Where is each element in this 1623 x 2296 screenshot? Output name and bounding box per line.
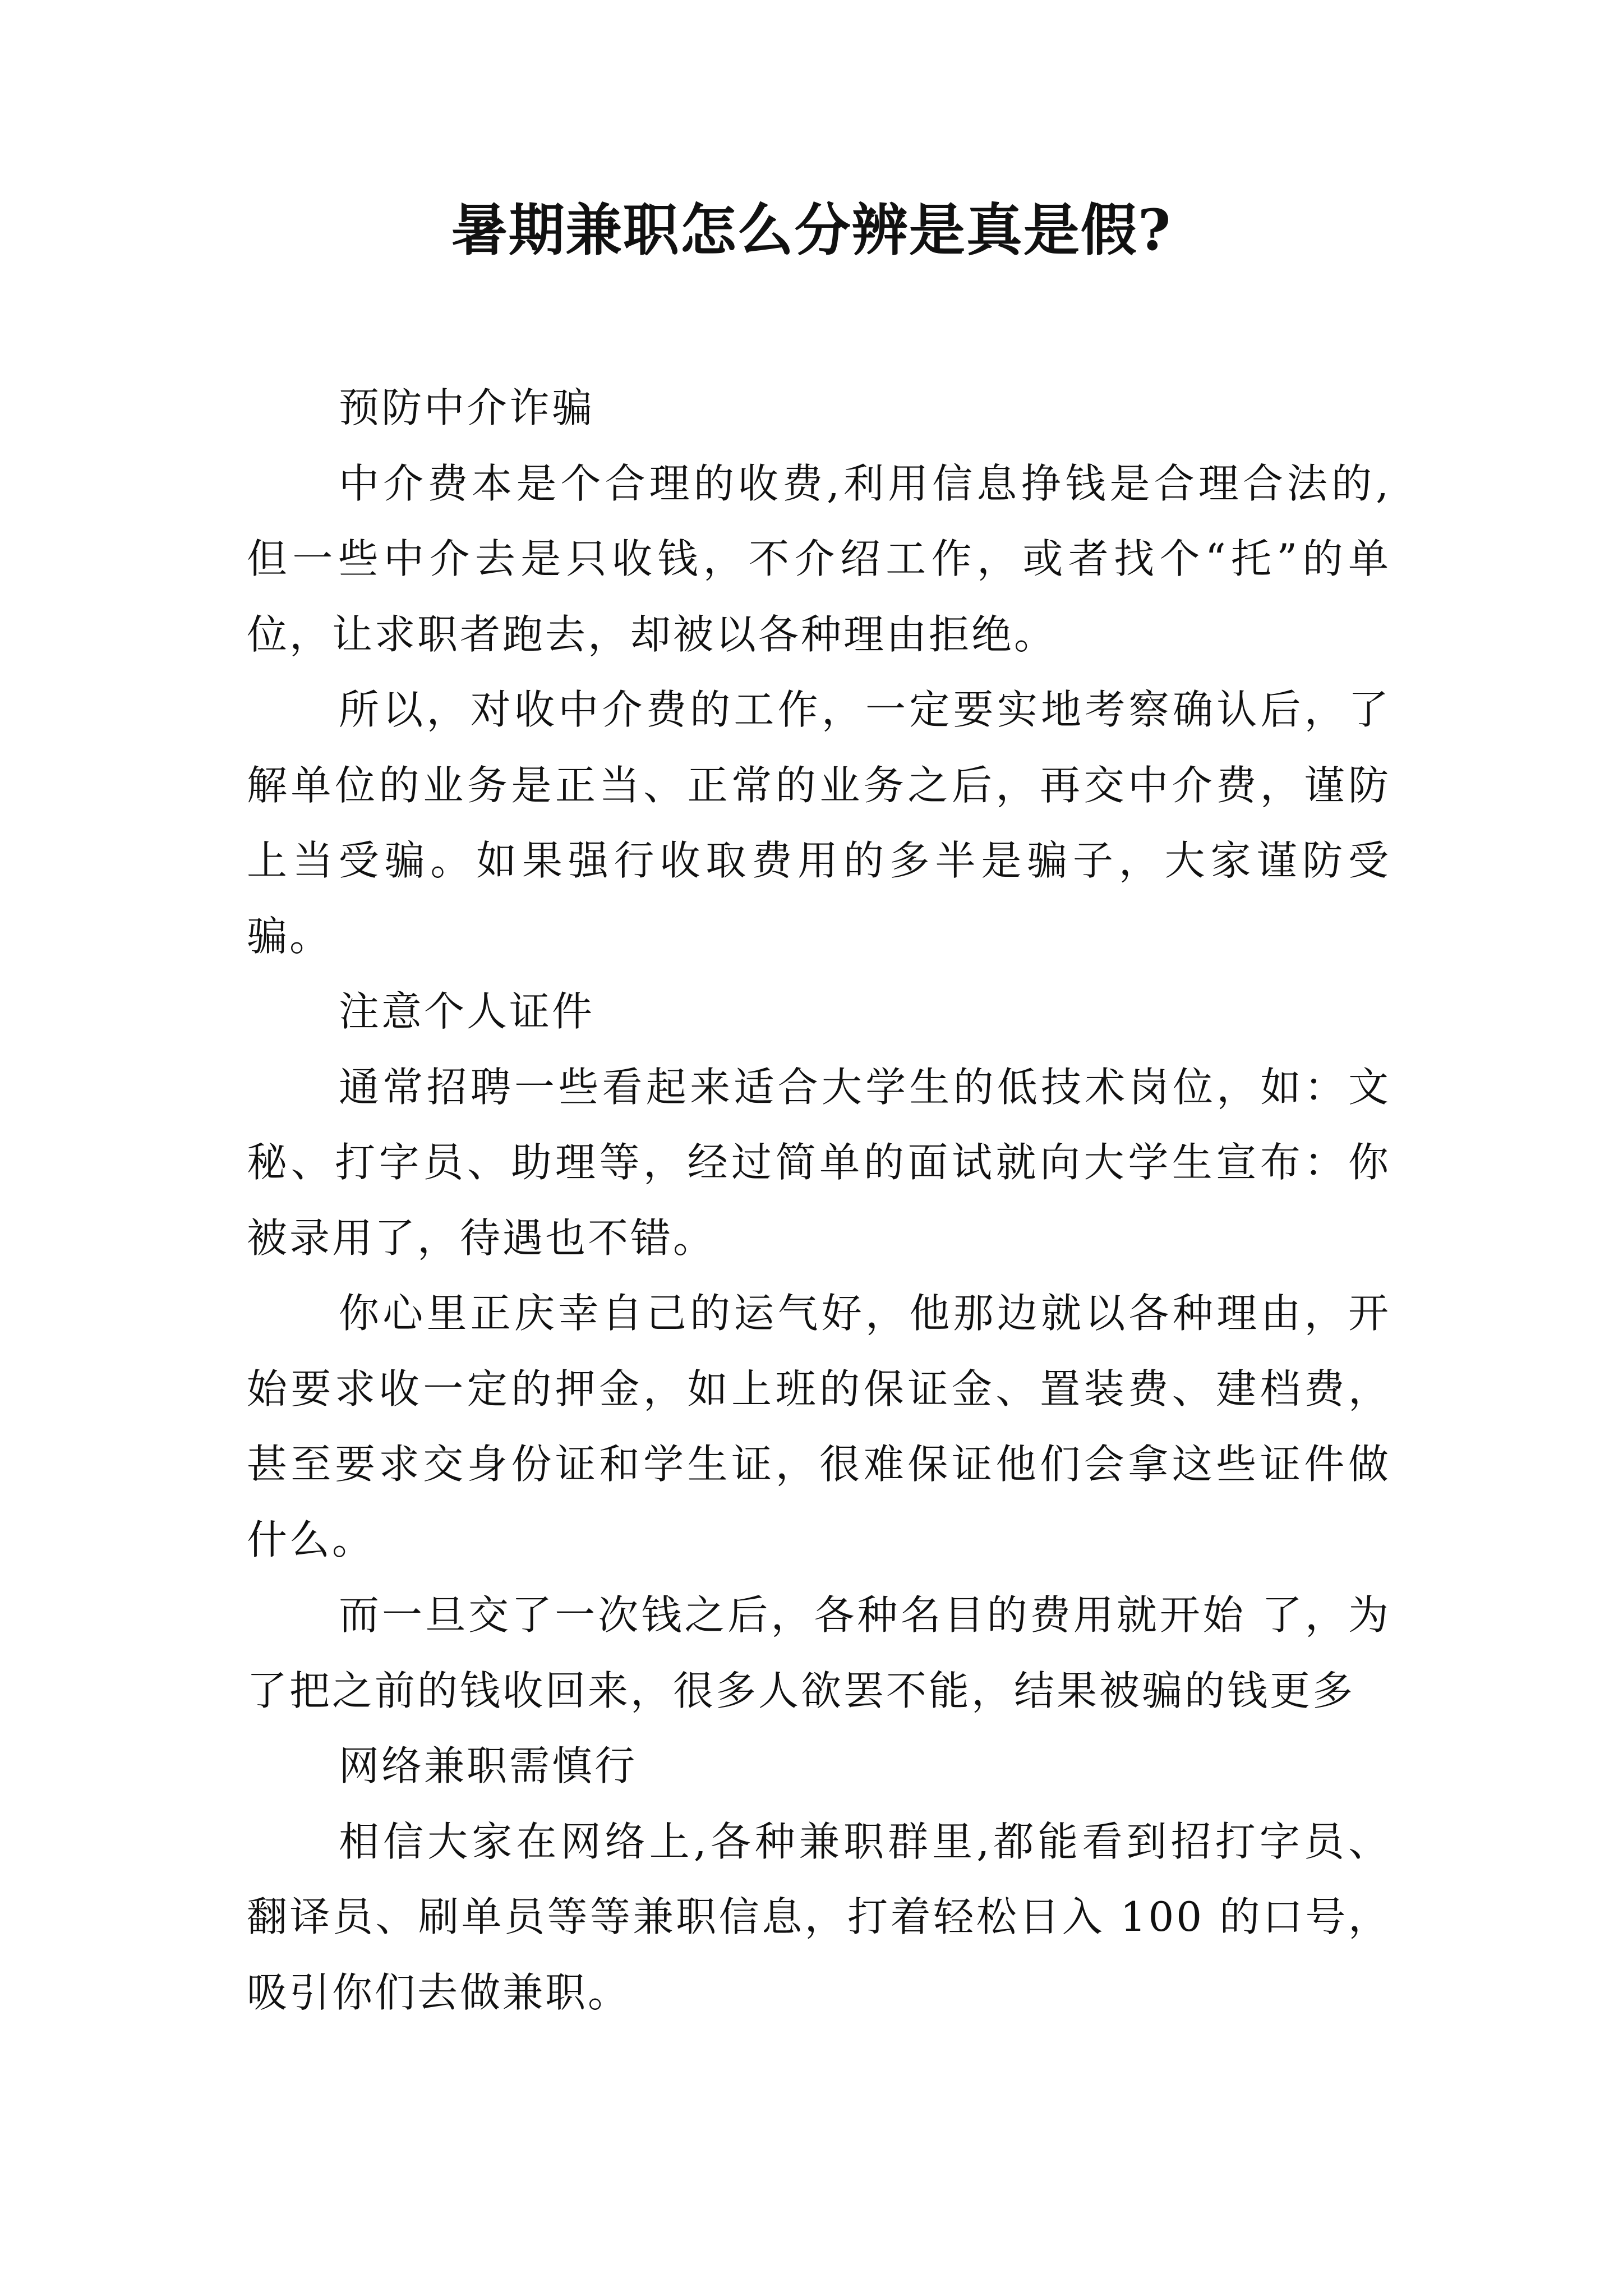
paragraph: 你心里正庆幸自己的运气好，他那边就以各种理由，开始要求收一定的押金，如上班的保证金、置装费、建档费，甚至要求交身份证和学生证，很难保证他们会拿这些证件做什么。	[247, 1290, 1391, 1563]
paragraph: 通常招聘一些看起来适合大学生的低技术岗位，如：文秘、打字员、助理等，经过简单的面试就向大学生宣布：你被录用了，待遇也不错。	[247, 1063, 1391, 1262]
page-title: 暑期兼职怎么分辨是真是假?	[451, 197, 1172, 263]
paragraph: 相信大家在网络上,各种兼职群里,都能看到招打字员、翻译员、刷单员等等兼职信息，打着轻松日入 100 的口号，吸引你们去做兼职。	[247, 1818, 1391, 2016]
document-body	[247, 370, 1391, 2030]
paragraph: 所以，对收中介费的工作，一定要实地考察确认后，了解单位的业务是正当、正常的业务之后，再交中介费，谨防上当受骗。如果强行收取费用的多半是骗子，大家谨防受骗。	[247, 686, 1391, 960]
paragraph: 而一旦交了一次钱之后，各种名目的费用就开始 了，为了把之前的钱收回来，很多人欲罢不能，结果被骗的钱更多	[247, 1591, 1391, 1714]
section-heading-intermediary-fraud: 预防中介诈骗	[339, 384, 595, 431]
paragraph: 中介费本是个合理的收费,利用信息挣钱是合理合法的,但一些中介去是只收钱，不介绍工作，或者找个“托”的单位，让求职者跑去，却被以各种理由拒绝。	[247, 459, 1391, 658]
section-heading-personal-documents: 注意个人证件	[339, 988, 595, 1035]
section-heading-online-part-time: 网络兼职需慎行	[339, 1742, 638, 1789]
